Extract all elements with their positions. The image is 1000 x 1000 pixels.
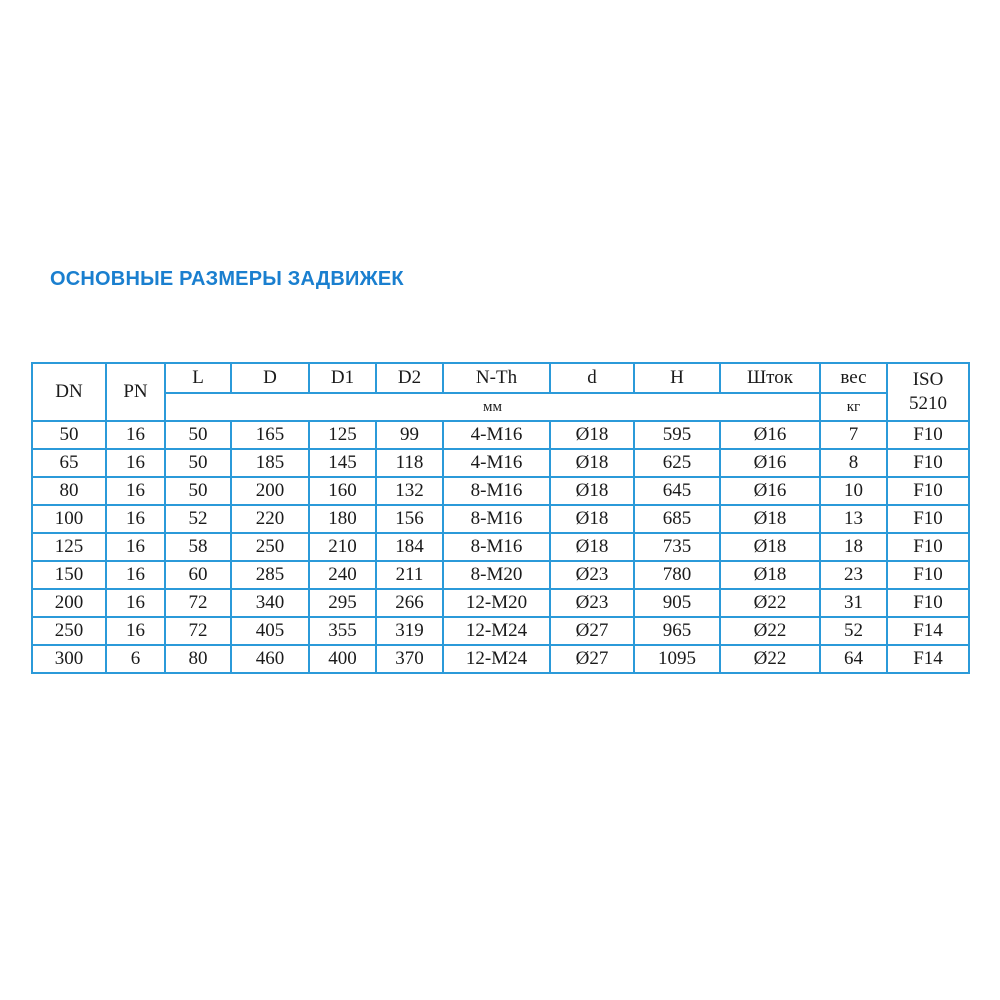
cell-d1: 180: [309, 505, 376, 533]
cell-l: 60: [165, 561, 231, 589]
header-d1: D1: [309, 363, 376, 393]
header-row: [32, 363, 969, 393]
cell-stem: Ø22: [720, 589, 820, 617]
cell-iso: F10: [887, 449, 969, 477]
cell-d1: 295: [309, 589, 376, 617]
header-weight: вес: [820, 363, 887, 393]
cell-d2: 319: [376, 617, 443, 645]
cell-nth: 8-M16: [443, 533, 550, 561]
cell-h: 905: [634, 589, 720, 617]
cell-h: 1095: [634, 645, 720, 673]
units-row: [32, 393, 969, 421]
cell-stem: Ø16: [720, 449, 820, 477]
cell-l: 72: [165, 589, 231, 617]
cell-nth: 4-M16: [443, 421, 550, 449]
cell-d: 340: [231, 589, 309, 617]
cell-d-hole: Ø18: [550, 477, 634, 505]
cell-dn: 200: [32, 589, 106, 617]
page-title: ОСНОВНЫЕ РАЗМЕРЫ ЗАДВИЖЕК: [50, 268, 404, 290]
cell-pn: 16: [106, 505, 165, 533]
cell-stem: Ø18: [720, 561, 820, 589]
table-row: [32, 617, 969, 645]
cell-dn: 150: [32, 561, 106, 589]
cell-weight: 23: [820, 561, 887, 589]
cell-nth: 8-M20: [443, 561, 550, 589]
table-row: [32, 505, 969, 533]
table-row: [32, 645, 969, 673]
cell-d-hole: Ø18: [550, 505, 634, 533]
cell-h: 595: [634, 421, 720, 449]
cell-d2: 211: [376, 561, 443, 589]
cell-pn: 6: [106, 645, 165, 673]
cell-d-hole: Ø18: [550, 533, 634, 561]
cell-weight: 18: [820, 533, 887, 561]
cell-pn: 16: [106, 561, 165, 589]
cell-stem: Ø16: [720, 421, 820, 449]
cell-iso: F10: [887, 533, 969, 561]
cell-d: 250: [231, 533, 309, 561]
cell-nth: 12-M24: [443, 617, 550, 645]
cell-d: 460: [231, 645, 309, 673]
header-l: L: [165, 363, 231, 393]
cell-nth: 8-M16: [443, 505, 550, 533]
cell-d: 165: [231, 421, 309, 449]
cell-d2: 370: [376, 645, 443, 673]
cell-d: 185: [231, 449, 309, 477]
cell-d-hole: Ø27: [550, 645, 634, 673]
cell-nth: 4-M16: [443, 449, 550, 477]
cell-d: 285: [231, 561, 309, 589]
cell-dn: 50: [32, 421, 106, 449]
cell-pn: 16: [106, 477, 165, 505]
cell-stem: Ø22: [720, 617, 820, 645]
cell-h: 645: [634, 477, 720, 505]
cell-iso: F10: [887, 561, 969, 589]
cell-d-hole: Ø23: [550, 589, 634, 617]
cell-pn: 16: [106, 449, 165, 477]
cell-d: 220: [231, 505, 309, 533]
cell-stem: Ø16: [720, 477, 820, 505]
cell-weight: 8: [820, 449, 887, 477]
cell-pn: 16: [106, 533, 165, 561]
cell-dn: 65: [32, 449, 106, 477]
cell-d-hole: Ø27: [550, 617, 634, 645]
cell-d1: 125: [309, 421, 376, 449]
cell-pn: 16: [106, 617, 165, 645]
cell-nth: 8-M16: [443, 477, 550, 505]
cell-d2: 184: [376, 533, 443, 561]
header-pn: PN: [106, 363, 165, 421]
cell-iso: F14: [887, 617, 969, 645]
cell-d-hole: Ø18: [550, 449, 634, 477]
cell-h: 965: [634, 617, 720, 645]
cell-stem: Ø22: [720, 645, 820, 673]
cell-l: 50: [165, 477, 231, 505]
cell-weight: 64: [820, 645, 887, 673]
header-iso: [887, 363, 969, 421]
cell-weight: 13: [820, 505, 887, 533]
unit-mm: мм: [165, 393, 820, 421]
header-nth: N-Th: [443, 363, 550, 393]
cell-weight: 10: [820, 477, 887, 505]
table-row: [32, 561, 969, 589]
cell-d2: 156: [376, 505, 443, 533]
cell-h: 780: [634, 561, 720, 589]
cell-iso: F10: [887, 421, 969, 449]
cell-dn: 125: [32, 533, 106, 561]
header-d-hole: d: [550, 363, 634, 393]
cell-l: 50: [165, 449, 231, 477]
table-row: [32, 449, 969, 477]
cell-stem: Ø18: [720, 505, 820, 533]
cell-dn: 100: [32, 505, 106, 533]
cell-weight: 31: [820, 589, 887, 617]
table-row: [32, 477, 969, 505]
cell-l: 80: [165, 645, 231, 673]
cell-l: 52: [165, 505, 231, 533]
cell-d2: 118: [376, 449, 443, 477]
header-d2: D2: [376, 363, 443, 393]
header-h: H: [634, 363, 720, 393]
header-d: D: [231, 363, 309, 393]
cell-stem: Ø18: [720, 533, 820, 561]
cell-pn: 16: [106, 421, 165, 449]
cell-d1: 240: [309, 561, 376, 589]
dimensions-table: [31, 362, 970, 674]
cell-d2: 266: [376, 589, 443, 617]
cell-d: 200: [231, 477, 309, 505]
cell-dn: 250: [32, 617, 106, 645]
cell-h: 625: [634, 449, 720, 477]
header-iso-line1: ISO: [912, 369, 944, 390]
cell-iso: F10: [887, 505, 969, 533]
cell-dn: 80: [32, 477, 106, 505]
cell-nth: 12-M24: [443, 645, 550, 673]
table-body: [32, 421, 969, 673]
cell-nth: 12-M20: [443, 589, 550, 617]
cell-dn: 300: [32, 645, 106, 673]
table-row: [32, 589, 969, 617]
cell-weight: 52: [820, 617, 887, 645]
cell-iso: F10: [887, 477, 969, 505]
cell-d: 405: [231, 617, 309, 645]
cell-l: 58: [165, 533, 231, 561]
table-row: [32, 533, 969, 561]
cell-d2: 132: [376, 477, 443, 505]
cell-d1: 210: [309, 533, 376, 561]
cell-h: 735: [634, 533, 720, 561]
cell-iso: F14: [887, 645, 969, 673]
cell-l: 50: [165, 421, 231, 449]
cell-d1: 145: [309, 449, 376, 477]
cell-iso: F10: [887, 589, 969, 617]
cell-h: 685: [634, 505, 720, 533]
cell-d1: 400: [309, 645, 376, 673]
unit-kg: кг: [820, 393, 887, 421]
header-iso-line2: 5210: [909, 393, 947, 414]
cell-d-hole: Ø18: [550, 421, 634, 449]
cell-d1: 160: [309, 477, 376, 505]
cell-d-hole: Ø23: [550, 561, 634, 589]
table-row: [32, 421, 969, 449]
header-stem: Шток: [720, 363, 820, 393]
cell-pn: 16: [106, 589, 165, 617]
cell-d2: 99: [376, 421, 443, 449]
cell-l: 72: [165, 617, 231, 645]
cell-weight: 7: [820, 421, 887, 449]
cell-d1: 355: [309, 617, 376, 645]
header-dn: DN: [32, 363, 106, 421]
